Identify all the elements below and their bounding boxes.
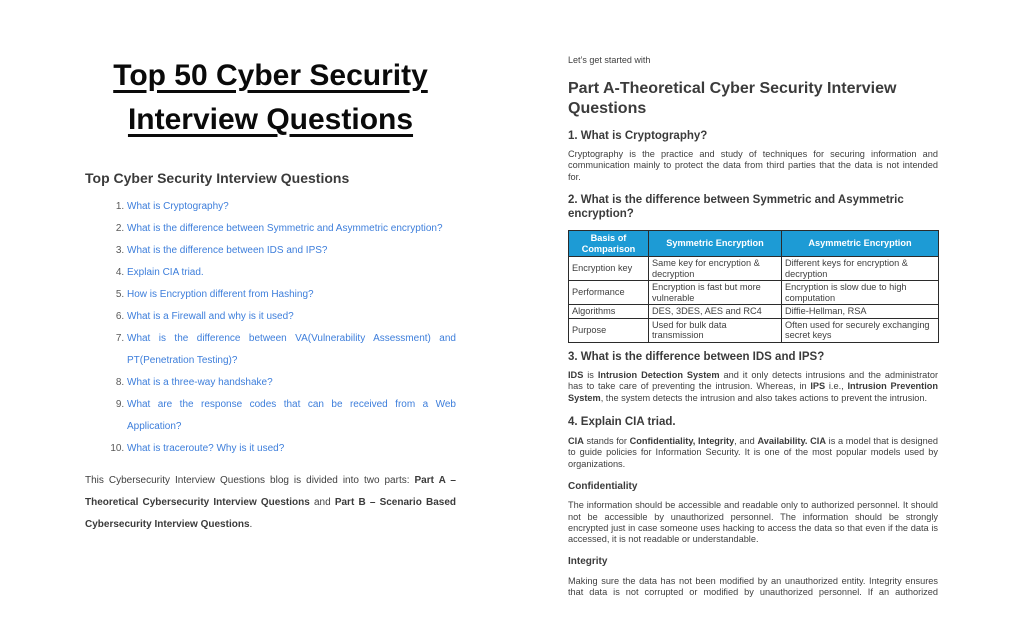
table-header-basis: Basis of Comparison: [569, 231, 649, 257]
parts-summary-period: .: [249, 519, 253, 530]
question-1-answer: Cryptography is the practice and study of techniques for securing information and communication mainly to protect the data from third parties that the data is not intended for.: [568, 149, 938, 182]
question-3-heading: 3. What is the difference between IDS and IPS?: [568, 350, 825, 363]
table-cell: Same key for encryption & decryption: [649, 257, 782, 281]
parts-summary-intro: This Cybersecurity Interview Questions blog is divided into two parts:: [85, 475, 415, 486]
integrity-text: [568, 576, 938, 599]
table-cell: Performance: [569, 281, 649, 305]
part-a-heading: Part A-Theoretical Cyber Security Interview Questions: [568, 80, 897, 117]
part-a-label: Part A – Theoretical Cybersecurity Interview Questions: [85, 475, 456, 508]
q4-text: , and: [734, 435, 758, 446]
cia-abbr: CIA: [568, 435, 584, 446]
ids-abbr: IDS: [568, 369, 584, 380]
page-right: [568, 50, 938, 599]
table-cell: Diffie-Hellman, RSA: [782, 305, 939, 319]
table-header-symmetric: Symmetric Encryption: [649, 231, 782, 257]
table-cell: Different keys for encryption & decryption: [782, 257, 939, 281]
question-4-answer: [568, 436, 938, 470]
q3-text: is: [583, 369, 598, 380]
q4-text: stands for: [583, 435, 630, 446]
integrity-text-line-1: Making sure the data has not been modified by an unauthorized entity. Integrity ensures: [568, 575, 938, 586]
toc-list: [85, 196, 456, 460]
cia-abbr-2: CIA: [810, 435, 826, 446]
table-header-row: [569, 231, 939, 257]
q3-text: and it only detects intrusions and the administrator has to take care of preventing the intrusion. Whereas, in: [568, 369, 939, 392]
table-cell: Encryption key: [569, 257, 649, 281]
question-2-heading: 2. What is the difference between Symmetric and Asymmetric encryption?: [568, 194, 904, 221]
q3-text: , the system detects the intrusion and also takes actions to prevent the intrusion.: [600, 392, 928, 403]
table-row-algorithms: [569, 305, 939, 319]
table-cell: Purpose: [569, 318, 649, 342]
document-title: [85, 54, 456, 142]
table-row-encryption-key: [569, 257, 939, 281]
ips-expansion: Intrusion Prevention System: [568, 381, 938, 403]
intro-text: Let’s get started with: [568, 55, 651, 65]
question-3-answer: [568, 370, 938, 404]
page-left: [85, 38, 456, 536]
ips-abbr: IPS: [810, 381, 826, 392]
question-1-heading: 1. What is Cryptography?: [568, 130, 708, 142]
table-cell: DES, 3DES, AES and RC4: [649, 305, 782, 319]
availability-term: Availability.: [757, 435, 808, 446]
toc-item-1[interactable]: 1. What is Cryptography?: [127, 196, 456, 218]
confidentiality-heading: Confidentiality: [568, 481, 638, 493]
integrity-term: Integrity: [697, 435, 735, 446]
toc-item-9[interactable]: 9. What are the response codes that can be received from a Web Application?: [127, 394, 456, 438]
parts-summary-paragraph: [85, 470, 456, 536]
toc-item-6[interactable]: 6. What is a Firewall and why is it used?: [127, 306, 456, 328]
confidentiality-term: Confidentiality,: [629, 435, 696, 446]
toc-item-2[interactable]: 2. What is the difference between Symmetric and Asymmetric encryption?: [127, 218, 456, 240]
table-cell: Often used for securely exchanging secret keys: [782, 318, 939, 342]
q3-text: i.e.,: [825, 381, 848, 392]
toc-item-7[interactable]: 7. What is the difference between VA(Vulnerability Assessment) and PT(Penetration Testing)?: [127, 328, 456, 372]
toc-item-8[interactable]: 8. What is a three-way handshake?: [127, 372, 456, 394]
confidentiality-text: The information should be accessible and readable only to authorized personnel. It should not be accessible by unauthorized personnel. The information should be strongly encrypted just in case someone uses hacking to access the data so that even if the data is accessed, it is not readable or understandable.: [568, 500, 938, 545]
toc-heading: Top Cyber Security Interview Questions: [85, 170, 350, 186]
table-cell: Used for bulk data transmission: [649, 318, 782, 342]
question-4-heading: 4. Explain CIA triad.: [568, 415, 676, 428]
table-cell: Encryption is slow due to high computation: [782, 281, 939, 305]
encryption-comparison-table: [568, 230, 939, 343]
toc-item-5[interactable]: 5. How is Encryption different from Hashing?: [127, 284, 456, 306]
toc-item-4[interactable]: 4. Explain CIA triad.: [127, 262, 456, 284]
table-header-asymmetric: Asymmetric Encryption: [782, 231, 939, 257]
table-cell: Algorithms: [569, 305, 649, 319]
table-row-purpose: [569, 318, 939, 342]
integrity-heading: Integrity: [568, 555, 608, 567]
table-cell: Encryption is fast but more vulnerable: [649, 281, 782, 305]
table-row-performance: [569, 281, 939, 305]
q4-text: is a model that is designed to guide policies for Information Security. It is one of the most popular models used by organizations.: [568, 435, 938, 469]
ids-expansion: Intrusion Detection System: [597, 369, 720, 380]
toc-item-3[interactable]: 3. What is the difference between IDS and IPS?: [127, 240, 456, 262]
integrity-text-line-2: that data is not corrupted or modified by unauthorized personnel. If an authorized: [568, 587, 938, 598]
parts-summary-conjunction: and: [309, 497, 335, 508]
document-title-line-1: Top 50 Cyber Security: [113, 59, 428, 92]
toc-item-10[interactable]: 10. What is traceroute? Why is it used?: [127, 438, 456, 460]
part-b-label: Part B – Scenario Based Cybersecurity Interview Questions: [85, 497, 456, 530]
document-title-line-2: Interview Questions: [127, 103, 414, 136]
